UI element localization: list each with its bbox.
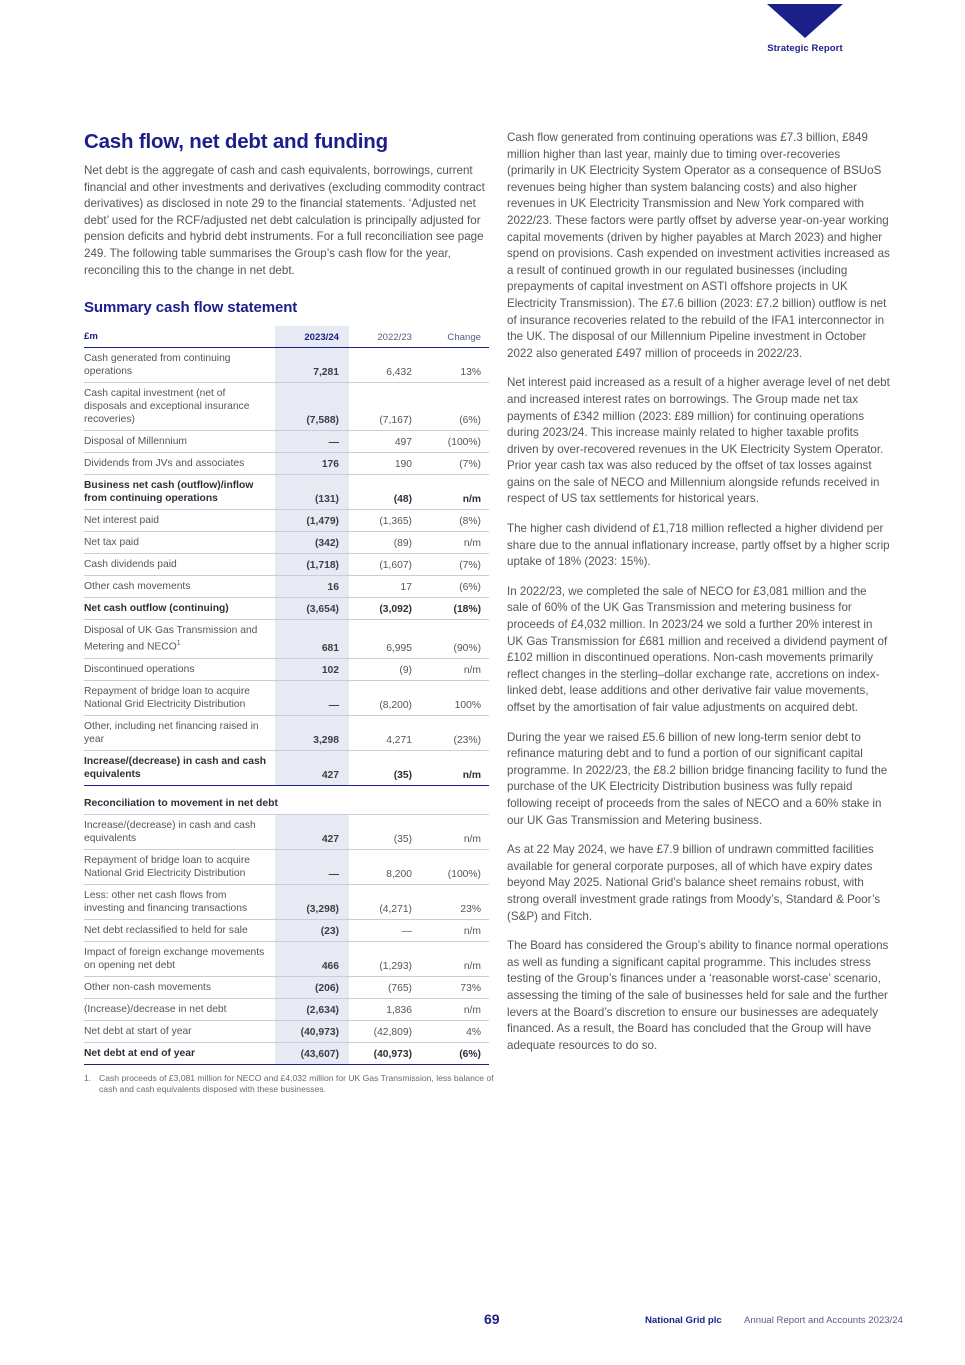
row-label: Increase/(decrease) in cash and cash equivalents <box>84 814 275 849</box>
footnote-marker: 1 <box>176 640 181 648</box>
row-value-prior: (9) <box>349 658 420 680</box>
row-value-current: 176 <box>275 453 349 475</box>
row-label: (Increase)/decrease in net debt <box>84 998 275 1020</box>
page-number: 69 <box>484 1311 500 1327</box>
table-row <box>84 849 489 884</box>
table-row <box>84 814 489 849</box>
row-value-change: n/m <box>420 919 489 941</box>
row-value-current: (206) <box>275 976 349 998</box>
row-value-change: 13% <box>420 348 489 383</box>
row-label: Increase/(decrease) in cash and cash equivalents <box>84 750 275 785</box>
row-value-prior: 8,200 <box>349 849 420 884</box>
page-footer <box>0 1311 965 1331</box>
table-row <box>84 998 489 1020</box>
table-row <box>84 658 489 680</box>
footer-report-title: Annual Report and Accounts 2023/24 <box>744 1315 903 1326</box>
table-row-subtotal <box>84 475 489 510</box>
row-value-prior: (1,365) <box>349 510 420 532</box>
right-column <box>507 130 890 1054</box>
row-value-current: — <box>275 849 349 884</box>
paragraph-cash-flow-operations: Cash flow generated from continuing operations was £7.3 billion, £849 million higher than last year, mainly due to timing over-recoveries (primarily in UK Electricity System Operator as a consequence of BSUoS revenues being higher than system balancing costs) and also higher revenues in UK Electricity Transmission and New York compared with 2022/23. These factors were partly offset by adverse year-on-year working capital movements (driven by higher payables at March 2023) and higher spend on provisions. Cash expended on investment activities increased as a result of continued growth in our regulated businesses (including prepayments of capital investment on ASTI offshore projects in UK Electricity Transmission). The £7.6 billion (2023: £7.2 billion) outflow is net of insurance recoveries related to the rebuild of the IFA1 interconnector in the UK. The disposal of our Millennium Pipeline investment in October 2022 also generated £497 million of proceeds in 2022/23. <box>507 131 890 360</box>
row-value-prior: 1,836 <box>349 998 420 1020</box>
table-section-heading-row <box>84 793 489 815</box>
table-title: Summary cash flow statement <box>84 299 298 317</box>
intro-paragraph: Net debt is the aggregate of cash and cash equivalents, borrowings, current financial and other investments and derivatives (excluding commodity contract derivatives) as disclosed in note 29 to the financial statements. ‘Adjusted net debt’ used for the RCF/adjusted net debt calculation is principally adjusted for pension deficits and hybrid debt instruments. For a full reconciliation see page 249. The following table summarises the Group’s cash flow for the year, reconciling this to the change in net debt. <box>84 164 485 277</box>
row-label: Net debt reclassified to held for sale <box>84 919 275 941</box>
row-value-prior: 497 <box>349 431 420 453</box>
table-row <box>84 884 489 919</box>
row-value-change: 4% <box>420 1020 489 1042</box>
row-value-current: 3,298 <box>275 715 349 750</box>
row-value-current: (23) <box>275 919 349 941</box>
table-row-total <box>84 598 489 620</box>
row-value-current: — <box>275 431 349 453</box>
row-value-change: (90%) <box>420 620 489 658</box>
page-header <box>0 0 965 60</box>
row-label: Net interest paid <box>84 510 275 532</box>
row-value-change: (6%) <box>420 576 489 598</box>
row-label: Net debt at end of year <box>84 1042 275 1064</box>
row-value-change: (18%) <box>420 598 489 620</box>
left-column <box>84 130 494 1096</box>
table-row <box>84 453 489 475</box>
row-label: Cash capital investment (net of disposals and exceptional insurance recoveries) <box>84 383 275 431</box>
table-row <box>84 680 489 715</box>
row-label: Cash dividends paid <box>84 554 275 576</box>
row-value-prior: (1,607) <box>349 554 420 576</box>
row-value-prior: — <box>349 919 420 941</box>
row-label: Less: other net cash flows from investing and financing transactions <box>84 884 275 919</box>
row-label: Net debt at start of year <box>84 1020 275 1042</box>
row-value-current: 7,281 <box>275 348 349 383</box>
row-value-current: 102 <box>275 658 349 680</box>
table-row <box>84 383 489 431</box>
triangle-logo-icon <box>767 4 843 38</box>
row-value-prior: (35) <box>349 814 420 849</box>
row-value-change: n/m <box>420 814 489 849</box>
row-value-change: (100%) <box>420 849 489 884</box>
row-label: Other, including net financing raised in year <box>84 715 275 750</box>
row-value-current: 427 <box>275 750 349 785</box>
table-row <box>84 576 489 598</box>
row-value-change: 100% <box>420 680 489 715</box>
table-row-total <box>84 1042 489 1064</box>
footnote-text: Cash proceeds of £3,081 million for NECO and £4,032 million for UK Gas Transmission, less balance of cash and cash equivalents disposed with these businesses. <box>99 1072 494 1095</box>
row-value-current: (43,607) <box>275 1042 349 1064</box>
row-value-prior: 4,271 <box>349 715 420 750</box>
table-row <box>84 431 489 453</box>
row-value-prior: (7,167) <box>349 383 420 431</box>
row-value-current: (342) <box>275 532 349 554</box>
row-value-change: 73% <box>420 976 489 998</box>
strategic-report-label: Strategic Report <box>767 43 843 54</box>
summary-cash-flow-table <box>84 326 489 1064</box>
table-row <box>84 620 489 658</box>
column-header-current-year: 2023/24 <box>275 326 349 348</box>
row-label: Net cash outflow (continuing) <box>84 598 275 620</box>
table-row <box>84 554 489 576</box>
row-value-prior: 6,995 <box>349 620 420 658</box>
table-row <box>84 919 489 941</box>
footer-company-name: National Grid plc <box>645 1315 722 1326</box>
table-spacer <box>84 785 489 793</box>
row-label: Disposal of UK Gas Transmission and Metering and NECO$^1$ <box>84 620 275 658</box>
row-value-current: (1,479) <box>275 510 349 532</box>
row-value-change: (7%) <box>420 453 489 475</box>
row-value-current: 466 <box>275 941 349 976</box>
strategic-report-badge <box>715 4 895 54</box>
row-value-prior: (4,271) <box>349 884 420 919</box>
row-value-current: (7,588) <box>275 383 349 431</box>
row-label: Dividends from JVs and associates <box>84 453 275 475</box>
row-value-prior: (40,973) <box>349 1042 420 1064</box>
page-title: Cash flow, net debt and funding <box>84 130 388 153</box>
row-value-prior: (35) <box>349 750 420 785</box>
table-header-row <box>84 326 489 348</box>
paragraph-cash-dividend: The higher cash dividend of £1,718 million reflected a higher dividend per share due to the annual inflationary increase, partly offset by a higher scrip uptake of 18% (2023: 15%). <box>507 522 890 569</box>
row-value-prior: 6,432 <box>349 348 420 383</box>
row-label: Cash generated from continuing operations <box>84 348 275 383</box>
row-label: Business net cash (outflow)/inflow from continuing operations <box>84 475 275 510</box>
row-label: Other cash movements <box>84 576 275 598</box>
row-value-prior: (1,293) <box>349 941 420 976</box>
row-value-change: (6%) <box>420 383 489 431</box>
row-value-current: (131) <box>275 475 349 510</box>
row-label: Disposal of Millennium <box>84 431 275 453</box>
row-label: Other non-cash movements <box>84 976 275 998</box>
row-label: Impact of foreign exchange movements on opening net debt <box>84 941 275 976</box>
paragraph-board-assessment: The Board has considered the Group’s ability to finance normal operations as well as funding a significant capital programme. This includes stress testing of the Group’s finances under a ‘reasonable worst-case’ scenario, assessing the timing of the sale of businesses held for sale and the further levers at the Board’s discretion to ensure our businesses are adequately financed. As a result, the Board has concluded that the Group will have adequate resources to do so. <box>507 939 889 1052</box>
row-value-prior: (42,809) <box>349 1020 420 1042</box>
row-value-prior: (765) <box>349 976 420 998</box>
row-value-change: (100%) <box>420 431 489 453</box>
table-row <box>84 976 489 998</box>
row-value-change: (6%) <box>420 1042 489 1064</box>
row-value-current: (3,298) <box>275 884 349 919</box>
row-value-current: (2,634) <box>275 998 349 1020</box>
row-value-current: — <box>275 680 349 715</box>
row-value-current: 16 <box>275 576 349 598</box>
row-value-change: n/m <box>420 532 489 554</box>
row-value-change: n/m <box>420 658 489 680</box>
row-value-prior: (48) <box>349 475 420 510</box>
row-value-current: (1,718) <box>275 554 349 576</box>
table-row <box>84 1020 489 1042</box>
row-value-change: n/m <box>420 475 489 510</box>
row-label: Net tax paid <box>84 532 275 554</box>
row-value-change: 23% <box>420 884 489 919</box>
row-value-change: n/m <box>420 941 489 976</box>
row-value-current: (3,654) <box>275 598 349 620</box>
row-value-prior: (8,200) <box>349 680 420 715</box>
row-value-prior: 17 <box>349 576 420 598</box>
column-header-prior-year: 2022/23 <box>349 326 420 348</box>
table-row <box>84 941 489 976</box>
reconciliation-heading: Reconciliation to movement in net debt <box>84 793 489 815</box>
table-row <box>84 510 489 532</box>
row-value-change: (23%) <box>420 715 489 750</box>
row-value-change: n/m <box>420 750 489 785</box>
row-value-current: 427 <box>275 814 349 849</box>
table-row <box>84 715 489 750</box>
row-label: Repayment of bridge loan to acquire National Grid Electricity Distribution <box>84 680 275 715</box>
table-row-total <box>84 750 489 785</box>
row-value-change: (7%) <box>420 554 489 576</box>
column-header-change: Change <box>420 326 489 348</box>
row-value-prior: (89) <box>349 532 420 554</box>
table-row <box>84 348 489 383</box>
column-header-unit: £m <box>84 326 275 348</box>
paragraph-disposals: In 2022/23, we completed the sale of NECO for £3,081 million and the sale of 60% of the UK Gas Transmission and metering business for proceeds of £4,032 million. In 2023/24 we sold a further 20% interest in UK Gas Transmission for £681 million and received a dividend payment of £102 million in discontinued operations. Non-cash movements primarily reflect changes in the sterling–dollar exchange rate, accretions on index-linked debt, lease additions and other derivative fair value movements, offset by the amortisation of fair value adjustments on acquired debt. <box>507 584 888 714</box>
row-value-current: 681 <box>275 620 349 658</box>
row-value-prior: 190 <box>349 453 420 475</box>
table-row <box>84 532 489 554</box>
table-footnote <box>84 1073 504 1096</box>
row-value-current: (40,973) <box>275 1020 349 1042</box>
row-label: Discontinued operations <box>84 658 275 680</box>
row-value-change: (8%) <box>420 510 489 532</box>
paragraph-net-interest-tax: Net interest paid increased as a result of a higher average level of net debt and increased interest rates on borrowings. The Group made net tax payments of £342 million (2023: £89 million) for continuing operations during 2023/24. This increase mainly related to higher taxable profits driven by over-recovered revenues in the UK Electricity System Operator. Prior year cash tax was also reduced by the offset of tax losses against gains on the sale of NECO and Millennium alongside refunds received in respect of US tax settlements for historical years. <box>507 376 890 506</box>
row-value-change: n/m <box>420 998 489 1020</box>
table-body <box>84 348 489 1064</box>
paragraph-committed-facilities: As at 22 May 2024, we have £7.9 billion of undrawn committed facilities available for general corporate purposes, all of which have expiry dates beyond May 2025. National Grid’s balance sheet remains robust, with strong overall investment grade ratings from Moody’s, Standard & Poor’s (S&P) and Fitch. <box>507 843 881 923</box>
row-label: Repayment of bridge loan to acquire National Grid Electricity Distribution <box>84 849 275 884</box>
row-value-prior: (3,092) <box>349 598 420 620</box>
footnote-number: 1. <box>84 1072 92 1083</box>
paragraph-debt-raised: During the year we raised £5.6 billion of new long-term senior debt to refinance maturing debt and to fund a portion of our significant capital programme. In 2022/23, the £8.2 billion bridge financing facility to fund the purchase of the UK Electricity Distribution business was fully repaid following receipt of proceeds from the sales of NECO and a 60% stake in our UK Gas Transmission and Metering business. <box>507 730 888 827</box>
